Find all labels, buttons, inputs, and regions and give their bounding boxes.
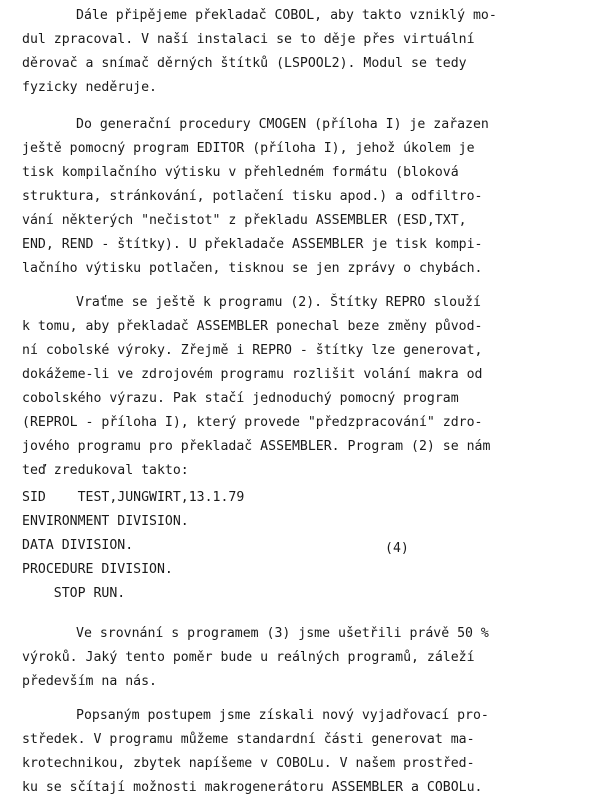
paragraph-3-line-1: Vraťme se ještě k programu (2). Štítky REPRO slouží (76, 295, 481, 310)
paragraph-2-line-1: Do generační procedury CMOGEN (příloha I) je zařazen (76, 117, 489, 132)
paragraph-2-line-7: lačního výtisku potlačen, tisknou se jen zprávy o chybách. (22, 261, 483, 276)
paragraph-5-line-1: Popsaným postupem jsme získali nový vyjadřovací pro- (76, 708, 489, 723)
paragraph-1-line-1: Dále připějeme překladač COBOL, aby takto vzniklý mo- (76, 8, 497, 23)
paragraph-2-line-6: END, REND - štítky). U překladače ASSEMBLER je tisk kompi- (22, 237, 483, 252)
paragraph-1-line-4: fyzicky neděruje. (22, 80, 157, 95)
paragraph-3-line-7: jového programu pro překladač ASSEMBLER. Program (2) se nám (22, 439, 491, 454)
equation-marker: (4) (385, 541, 409, 556)
paragraph-4-line-1: Ve srovnání s programem (3) jsme ušetřili právě 50 % (76, 626, 489, 641)
code-line-3: DATA DIVISION. (22, 538, 134, 553)
paragraph-4-line-2: výroků. Jaký tento poměr bude u reálných programů, záleží (22, 650, 475, 665)
paragraph-5-line-2: středek. V programu můžeme standardní části generovat ma- (22, 732, 475, 747)
paragraph-2-line-4: struktura, stránkování, potlačení tisku apod.) a odfiltro- (22, 189, 483, 204)
paragraph-1-line-2: dul zpracoval. V naší instalaci se to děje přes virtuální (22, 32, 475, 47)
paragraph-2-line-3: tisk kompilačního výtisku v přehledném formátu (bloková (22, 165, 459, 180)
paragraph-3-line-6: (REPROL - příloha I), který provede "předzpracování" zdro- (22, 415, 483, 430)
code-line-5: STOP RUN. (22, 586, 126, 601)
paragraph-5-line-4: ku se sčítají možnosti makrogenerátoru ASSEMBLER a COBOLu. (22, 780, 483, 795)
code-line-4: PROCEDURE DIVISION. (22, 562, 173, 577)
paragraph-3-line-4: dokážeme-li ve zdrojovém programu rozlišit volání makra od (22, 367, 483, 382)
paragraph-2-line-2: ještě pomocný program EDITOR (příloha I), jehož úkolem je (22, 141, 475, 156)
paragraph-5-line-3: krotechnikou, zbytek napíšeme v COBOLu. V našem prostřed- (22, 756, 475, 771)
code-line-1: SID TEST,JUNGWIRT,13.1.79 (22, 490, 245, 505)
paragraph-3-line-2: k tomu, aby překladač ASSEMBLER ponechal beze změny původ- (22, 319, 483, 334)
paragraph-1-line-3: děrovač a snímač děrných štítků (LSPOOL2). Modul se tedy (22, 56, 467, 71)
paragraph-3-line-5: cobolského výrazu. Pak stačí jednoduchý pomocný program (22, 391, 459, 406)
paragraph-4-line-3: především na nás. (22, 674, 157, 689)
paragraph-3-line-8: teď zredukoval takto: (22, 463, 189, 478)
paragraph-3-line-3: ní cobolské výroky. Zřejmě i REPRO - štítky lze generovat, (22, 343, 483, 358)
paragraph-2-line-5: vání některých "nečistot" z překladu ASSEMBLER (ESD,TXT, (22, 213, 467, 228)
code-line-2: ENVIRONMENT DIVISION. (22, 514, 189, 529)
